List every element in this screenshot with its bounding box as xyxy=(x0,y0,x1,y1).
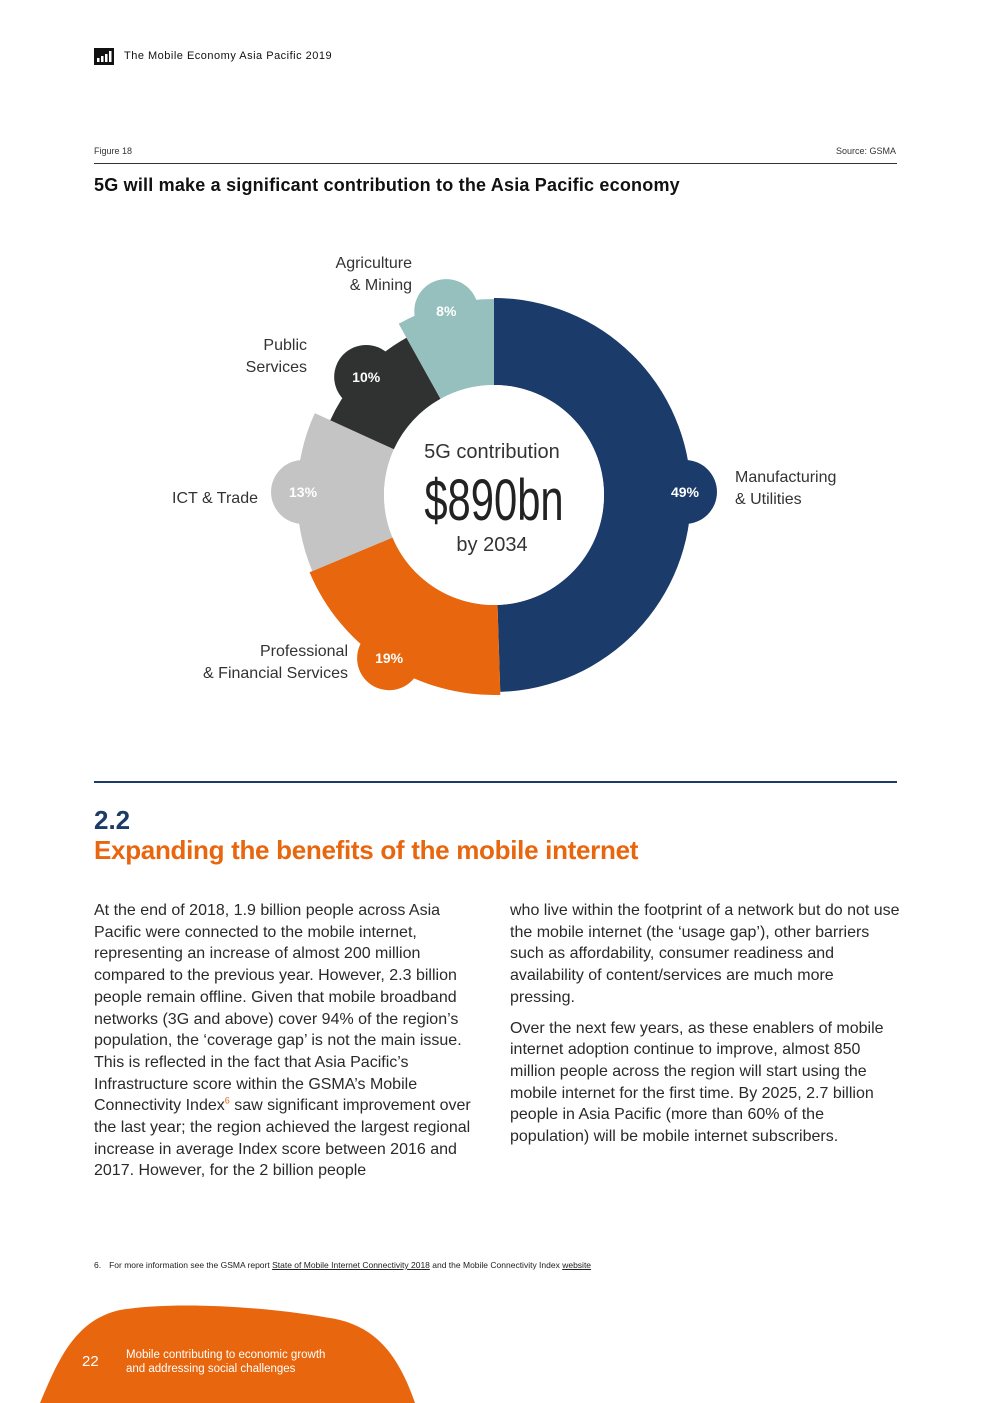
footnote: 6. For more information see the GSMA report State of Mobile Internet Connectivity 2018 and the Mobile Connectivity Index website xyxy=(94,1260,592,1270)
category-label-agriculture: Agriculture & Mining xyxy=(335,255,412,294)
body-paragraph: At the end of 2018, 1.9 billion people across Asia Pacific were connected to the mobile internet, representing an increase of almost 200 million compared to the previous year. However, 2.3 billion people remain offline. Given that mobile broadband networks (3G and above) cover 94% of the region’s population, the ‘coverage gap’ is not the main issue. This is reflected in the fact that Asia Pacific’s Infrastructure score within the GSMA’s Mobile Connectivity Index$^6$ saw significant improvement over the last year; the region achieved the largest regional increase in average Index score between 2016 and 2017. However, for the 2 billion people xyxy=(94,902,471,1180)
figure-title: 5G will make a significant contribution to the Asia Pacific economy xyxy=(94,175,680,195)
document-header-title: The Mobile Economy Asia Pacific 2019 xyxy=(124,50,333,62)
slice-value-label: 19% xyxy=(375,650,404,667)
section-divider xyxy=(94,781,897,783)
section-title: Expanding the benefits of the mobile internet xyxy=(94,835,639,865)
footer-caption: Mobile contributing to economic growth and addressing social challenges xyxy=(126,1349,326,1375)
category-label-professional: Professional & Financial Services xyxy=(203,643,348,682)
category-label-manufacturing: Manufacturing & Utilities xyxy=(735,469,837,508)
body-column-left xyxy=(94,900,484,1191)
slice-value-label: 8% xyxy=(436,303,457,320)
body-paragraph: Over the next few years, as these enablers of mobile internet adoption continue to improve, almost 850 million people across the region will start using the mobile internet for the first time. By 2025, 2.7 billion people in Asia Pacific (more than 60% of the population) will be mobile internet subscribers. xyxy=(510,1019,884,1146)
figure-source: Source: GSMA xyxy=(835,146,896,156)
footnote-link-report[interactable]: State of Mobile Internet Connectivity 2018 xyxy=(272,1260,430,1270)
category-label-public: Public Services xyxy=(245,337,307,376)
category-label-ict: ICT & Trade xyxy=(172,490,258,507)
chart-center-year: by 2034 xyxy=(456,534,528,556)
footnote-link-website[interactable]: website xyxy=(562,1260,592,1270)
figure-label: Figure 18 xyxy=(94,146,133,156)
slice-value-label: 49% xyxy=(670,483,699,500)
slice-value-label: 13% xyxy=(289,483,318,500)
body-paragraph: who live within the footprint of a network but do not use the mobile internet (the ‘usage gap’), other barriers such as affordability, consumer readiness and availability of content/services are much more pressing. xyxy=(510,902,900,1006)
body-column-right xyxy=(510,900,902,1157)
footnote-reference[interactable]: 6 xyxy=(224,1096,230,1106)
section-number: 2.2 xyxy=(94,805,131,835)
slice-value-label: 10% xyxy=(352,368,381,385)
chart-center-caption: 5G contribution xyxy=(424,441,560,463)
chart-center-value: $890bn xyxy=(424,467,564,533)
page-number: 22 xyxy=(82,1353,99,1370)
